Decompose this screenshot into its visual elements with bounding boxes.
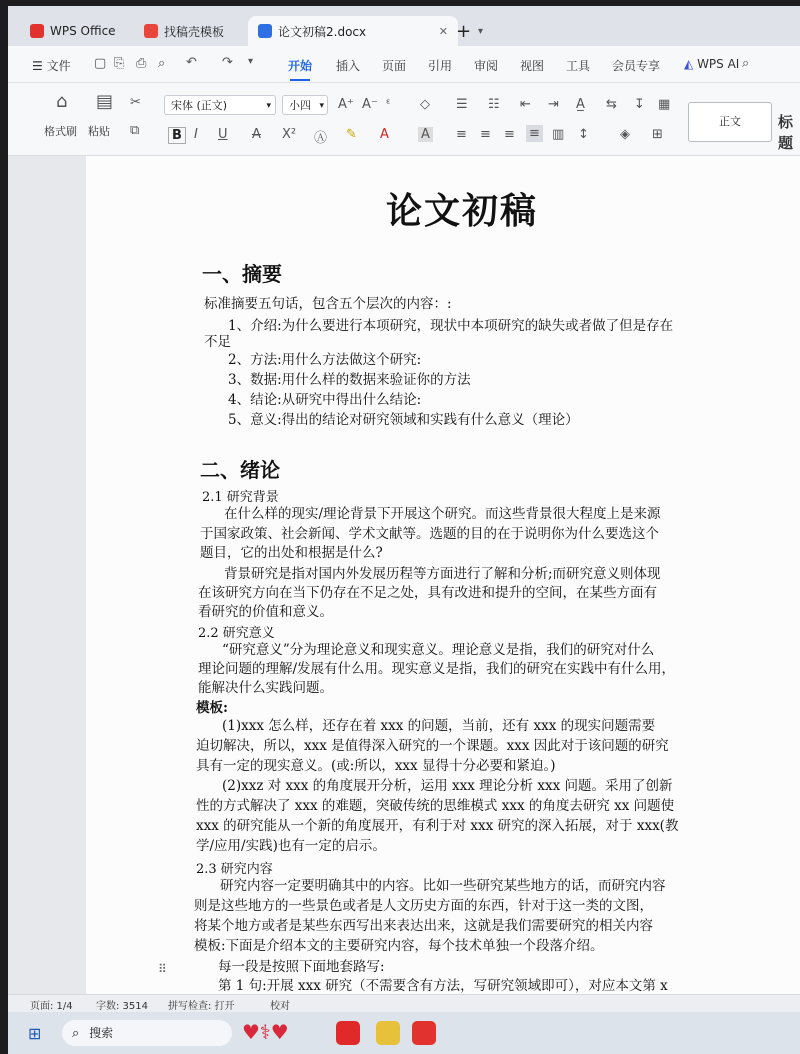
undo-icon[interactable]: ↶ <box>186 55 197 70</box>
menu-tab-home[interactable]: 开始 <box>288 59 313 73</box>
paste-icon[interactable]: ▤ <box>96 91 114 112</box>
italic-icon[interactable]: I <box>194 127 198 142</box>
search-magnifier-icon: ⌕ <box>72 1026 80 1041</box>
paragraph-line: 迫切解决，所以，xxx 是值得深入研究的一个课题。xxx 因此对于该问题的研究 <box>196 738 669 754</box>
tab-template[interactable] <box>144 16 224 46</box>
style-heading[interactable]: 标题 <box>778 113 794 152</box>
redo-icon[interactable]: ↷ <box>222 55 233 70</box>
windows-start-icon[interactable]: ⊞ <box>28 1024 42 1043</box>
list-item: 不足 <box>204 334 231 350</box>
sort-icon[interactable]: ↧ <box>634 97 645 112</box>
tab-template-label: 找稿壳模板 <box>164 24 225 39</box>
taskbar-app-red-icon[interactable] <box>336 1021 360 1045</box>
menu-tab-tools[interactable]: 工具 <box>566 59 591 73</box>
list-item: 1、介绍:为什么要进行本项研究，现状中本项研究的缺失或者做了但是存在 <box>228 318 674 334</box>
section-heading: 一、摘要 <box>202 262 282 286</box>
print-icon[interactable]: ⎙ <box>136 56 147 71</box>
ribbon-toolbar <box>8 83 800 156</box>
tab-wps-office[interactable] <box>30 16 116 46</box>
word-doc-icon <box>258 24 272 38</box>
file-explorer-icon[interactable] <box>376 1021 400 1045</box>
char-shading-icon[interactable]: A <box>418 127 433 142</box>
bold-icon[interactable]: B <box>168 127 186 144</box>
document-area <box>8 156 800 994</box>
heart-stethoscope-icon[interactable]: ♥⚕♥ <box>242 1020 289 1044</box>
save-icon[interactable]: ▢ <box>94 56 107 71</box>
paragraph-line: 每一段是按照下面地套路写: <box>218 959 385 975</box>
chinese-layout-icon[interactable]: A̲ <box>576 97 585 112</box>
document-page[interactable] <box>86 156 800 994</box>
spell-check-toggle[interactable]: 拼写检查: 打开 <box>168 1001 235 1012</box>
increase-indent-icon[interactable]: ⇥ <box>548 97 559 112</box>
numbered-list-icon[interactable]: ☷ <box>488 97 500 112</box>
font-size-value: 小四 <box>289 99 311 112</box>
wps-ai-icon: ◭ <box>684 57 694 71</box>
document-title: 论文初稿 <box>386 190 539 232</box>
cut-icon[interactable]: ✂ <box>130 95 141 110</box>
clear-format-icon[interactable]: ◇ <box>420 97 430 112</box>
align-right-icon[interactable]: ≡ <box>504 127 515 142</box>
menu-tab-review[interactable]: 审阅 <box>474 59 499 73</box>
tab-close-icon[interactable]: ✕ <box>438 24 448 38</box>
paragraph-line: 模板:下面是介绍本文的主要研究内容，每个技术单独一个段落介绍。 <box>194 938 604 954</box>
align-center-icon[interactable]: ≡ <box>480 127 491 142</box>
template-label: 模板: <box>196 700 228 716</box>
decrease-indent-icon[interactable]: ⇤ <box>520 97 531 112</box>
new-tab-button[interactable]: + <box>456 20 472 42</box>
list-item: 4、结论:从研究中得出什么结论: <box>228 392 422 408</box>
paragraph: 标准摘要五句话，包含五个层次的内容：: <box>204 296 452 312</box>
paste-label[interactable]: 粘贴 <box>88 125 110 138</box>
menu-tab-insert[interactable]: 插入 <box>336 59 361 73</box>
paragraph-line: 在该研究方向在当下仍存在不足之处，具有改进和提升的空间，在某些方面有 <box>198 585 657 601</box>
tab-document[interactable] <box>248 16 458 46</box>
copy-icon[interactable]: ⧉ <box>130 123 140 138</box>
tab-wps-office-label: WPS Office <box>50 24 116 38</box>
highlight-icon[interactable]: ✎ <box>346 127 357 142</box>
line-spacing-icon[interactable]: ↕ <box>578 127 589 142</box>
menu-tab-view[interactable]: 视图 <box>520 59 545 73</box>
drag-handle-icon[interactable]: ⠿ <box>158 962 167 976</box>
paragraph-line: 理论问题的理解/发展有什么用。现实意义是指，我们的研究在实践中有什么用， <box>198 661 676 677</box>
paragraph-line: “研究意义”分为理论意义和现实意义。理论意义是指，我们的研究对什么 <box>222 642 655 658</box>
wps-ai-button[interactable] <box>684 57 739 71</box>
word-count[interactable]: 字数: 3514 <box>96 1001 148 1012</box>
paragraph-line: (1)xxx 怎么样，还存在着 xxx 的问题，当前，还有 xxx 的现实问题需要 <box>222 718 656 734</box>
subsection-heading: 2.1 研究背景 <box>202 490 279 505</box>
text-effect-icon[interactable]: Ⓐ <box>314 131 328 146</box>
table-icon[interactable]: ▦ <box>658 97 671 112</box>
quick-access-chevron-icon[interactable]: ▾ <box>248 56 254 67</box>
menu-tab-page[interactable]: 页面 <box>382 59 407 73</box>
font-family-select[interactable] <box>164 95 276 115</box>
menu-tab-member[interactable]: 会员专享 <box>612 59 661 73</box>
section-heading: 二、绪论 <box>200 458 280 482</box>
wps-taskbar-icon[interactable] <box>412 1021 436 1045</box>
style-normal[interactable]: 正文 <box>688 102 772 142</box>
font-family-value: 宋体 (正文) <box>171 99 228 112</box>
print-preview-icon[interactable]: ⌕ <box>158 56 166 71</box>
justify-icon[interactable]: ≡ <box>526 125 543 142</box>
paragraph-line: 题目，它的出处和根据是什么? <box>200 545 383 561</box>
paragraph-line: 具有一定的现实意义。(或:所以，xxx 显得十分必要和紧迫。) <box>196 758 556 774</box>
paragraph-line: 研究内容一定要明确其中的内容。比如一些研究某些地方的话，而研究内容 <box>220 878 666 894</box>
paragraph-line: 将某个地方或者是某些东西写出来表达出来，这就是我们需要研究的相关内容 <box>194 918 653 934</box>
phonetic-icon[interactable]: ᵋ <box>386 97 391 112</box>
screen <box>8 6 800 1054</box>
template-app-icon <box>144 24 158 38</box>
paragraph-line: (2)xxz 对 xxx 的角度展开分析，运用 xxx 理论分析 xxx 问题。采用了创新 <box>222 778 673 794</box>
subsection-heading: 2.2 研究意义 <box>198 626 275 641</box>
paragraph-line: 于国家政策、社会新闻、学术文献等。选题的目的在于说明你为什么要选这个 <box>200 526 659 542</box>
wps-logo-icon <box>30 24 44 38</box>
font-size-select[interactable] <box>282 95 328 115</box>
subsection-heading: 2.3 研究内容 <box>196 862 273 877</box>
paragraph-line: xxx 的研究能从一个新的角度展开，有利于对 xxx 研究的深入拓展，对于 xxx(教 <box>196 818 679 834</box>
status-bar <box>8 994 800 1013</box>
proofread-button[interactable]: 校对 <box>270 1001 290 1012</box>
format-painter-icon[interactable]: ⌂ <box>56 91 68 112</box>
underline-icon[interactable]: U <box>218 127 228 142</box>
menu-bar <box>8 46 800 83</box>
paragraph-line: 学/应用/实践)也有一定的启示。 <box>196 838 386 854</box>
strikethrough-icon[interactable]: A <box>252 127 261 142</box>
paragraph-line: 背景研究是指对国内外发展历程等方面进行了解和分析;而研究意义则体现 <box>224 566 661 582</box>
taskbar-search[interactable] <box>62 1020 232 1046</box>
borders-icon[interactable]: ⊞ <box>652 127 663 142</box>
search-icon[interactable]: ⌕ <box>742 56 750 71</box>
paragraph-line: 性的方式解决了 xxx 的难题，突破传统的思维模式 xxx 的角度去研究 xx 问题使 <box>196 798 675 814</box>
paragraph-line: 第 1 句:开展 xxx 研究（不需要含有方法，写研究领域即可），对应本文第 x <box>218 978 668 994</box>
increase-font-icon[interactable]: A⁺ <box>338 97 354 112</box>
list-item: 3、数据:用什么样的数据来验证你的方法 <box>228 372 471 388</box>
size-chevron-down-icon: ▾ <box>319 101 324 111</box>
font-color-icon[interactable]: A <box>380 127 389 142</box>
taskbar-search-label: 搜索 <box>89 1026 114 1040</box>
font-chevron-down-icon: ▾ <box>266 101 271 111</box>
format-painter-label[interactable]: 格式刷 <box>44 125 77 138</box>
distribute-icon[interactable]: ▥ <box>552 127 565 142</box>
decrease-font-icon[interactable]: A⁻ <box>362 97 378 112</box>
windows-taskbar <box>8 1012 800 1054</box>
menu-file-label: 文件 <box>46 59 71 73</box>
shading-icon[interactable]: ◈ <box>620 127 630 142</box>
title-tab-bar <box>8 6 800 46</box>
paragraph-line: 看研究的价值和意义。 <box>198 604 333 620</box>
tab-document-label: 论文初稿2.docx <box>278 24 367 39</box>
menu-tab-references[interactable]: 引用 <box>428 59 453 73</box>
list-item: 2、方法:用什么方法做这个研究: <box>228 352 422 368</box>
export-icon[interactable]: ⎘ <box>114 56 125 71</box>
menu-file[interactable]: ☰ 文件 <box>32 59 71 73</box>
superscript-icon[interactable]: X² <box>282 127 297 142</box>
wps-ai-label: WPS AI <box>697 57 740 71</box>
tab-list-chevron-icon[interactable]: ▾ <box>478 25 484 37</box>
paragraph-line: 则是这些地方的一些景色或者是人文历史方面的东西，针对于这一类的文图， <box>194 898 653 914</box>
page-count[interactable]: 页面: 1/4 <box>30 1001 73 1012</box>
paragraph-line: 在什么样的现实/理论背景下开展这个研究。而这些背景很大程度上是来源 <box>224 506 661 522</box>
list-item: 5、意义:得出的结论对研究领域和实践有什么意义（理论） <box>228 412 579 428</box>
paragraph-line: 能解决什么实践问题。 <box>198 680 333 696</box>
bullet-list-icon[interactable]: ☰ <box>456 97 468 112</box>
text-direction-icon[interactable]: ⇆ <box>606 97 617 112</box>
align-left-icon[interactable]: ≡ <box>456 127 467 142</box>
